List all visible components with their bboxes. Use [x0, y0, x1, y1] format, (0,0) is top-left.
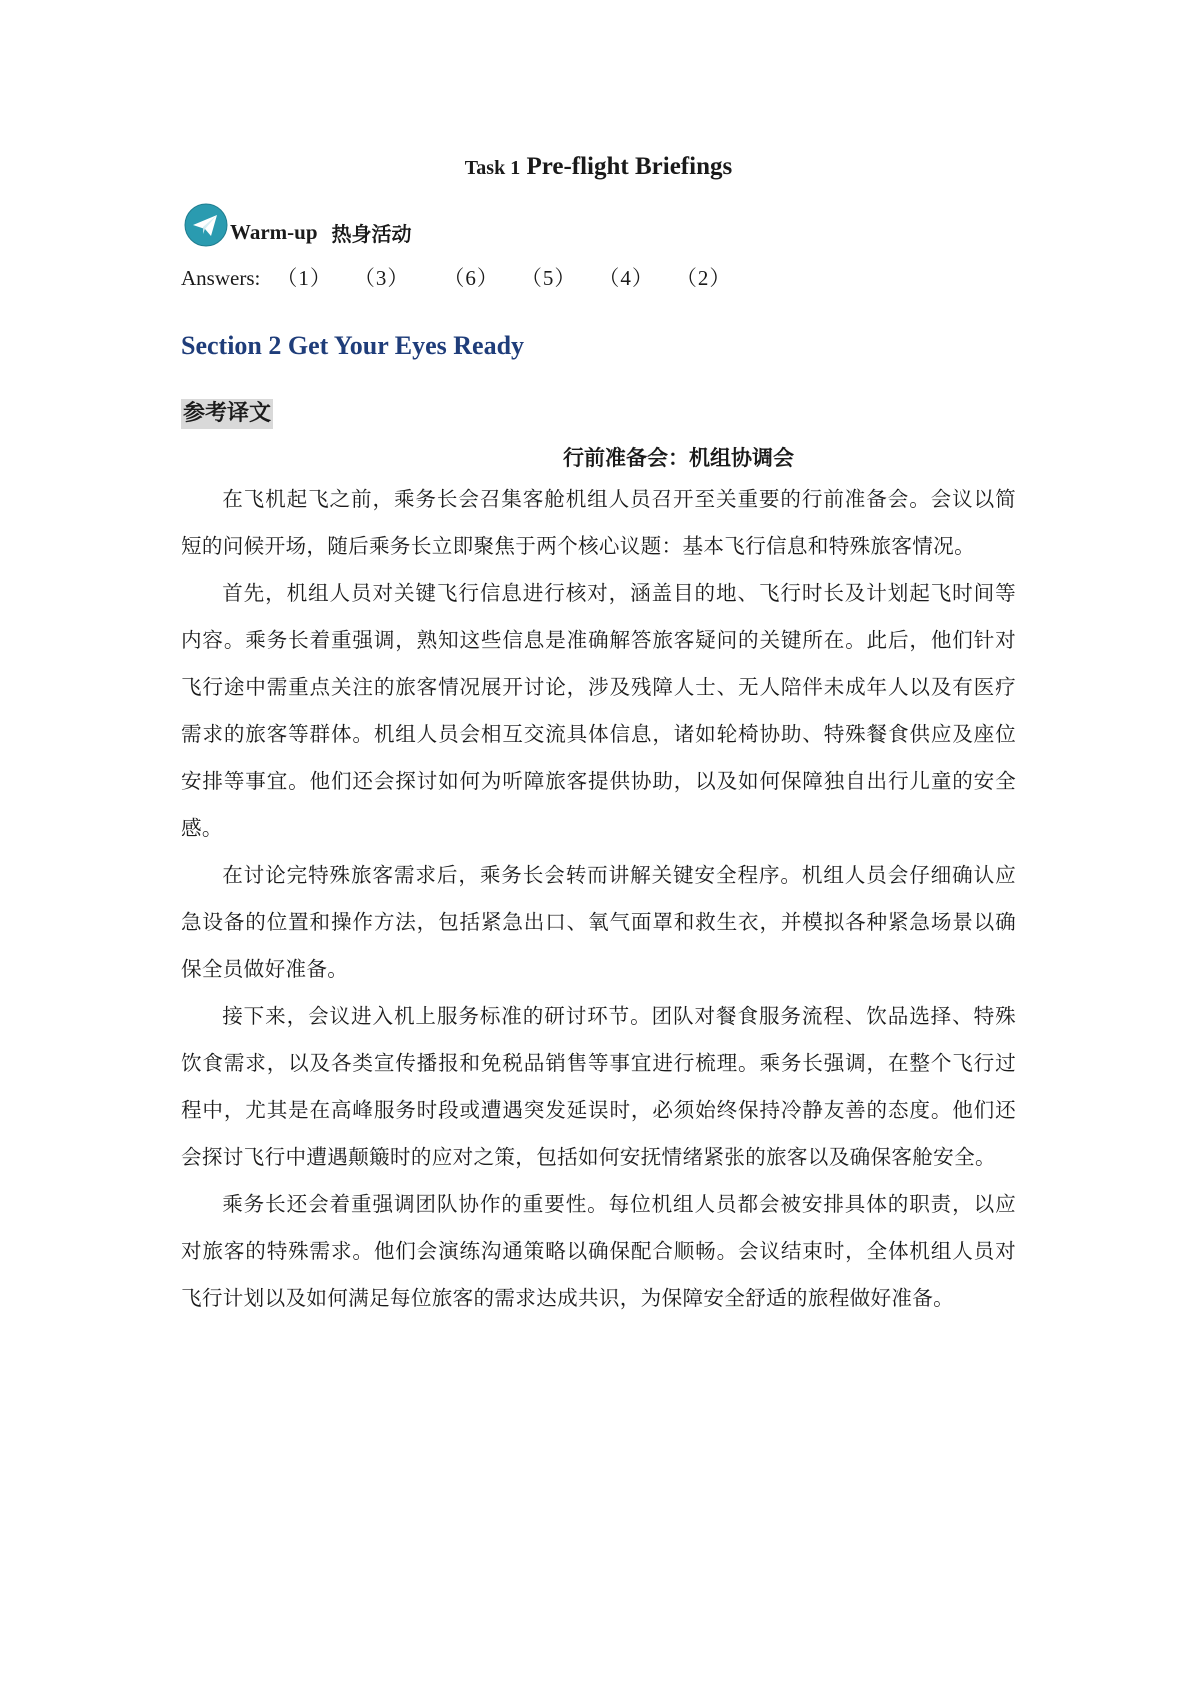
answers-label: Answers:: [181, 266, 261, 290]
article-body: [181, 476, 1016, 1322]
answers-line: [181, 263, 1016, 293]
paragraph: 乘务长还会着重强调团队协作的重要性。每位机组人员都会被安排具体的职责，以应对旅客的特殊需求。他们会演练沟通策略以确保配合顺畅。会议结束时，全体机组人员对飞行计划以及如何满足每位旅客的需求达成共识，为保障安全舒适的旅程做好准备。: [181, 1192, 1016, 1310]
warmup-heading: [184, 203, 1016, 247]
article-title: 行前准备会：机组协调会: [563, 446, 794, 470]
paragraph: 在讨论完特殊旅客需求后，乘务长会转而讲解关键安全程序。机组人员会仔细确认应急设备的位置和操作方法，包括紧急出口、氧气面罩和救生衣，并模拟各种紧急场景以确保全员做好准备。: [181, 863, 1016, 981]
task-name: Pre-flight Briefings: [526, 153, 733, 180]
answer-item: （6）: [443, 266, 499, 290]
warmup-label-cn: 热身活动: [331, 221, 412, 246]
reference-translation-label: 参考译文: [181, 399, 273, 429]
answer-item: （5）: [520, 266, 577, 290]
task-number: Task 1: [464, 157, 521, 179]
answer-item: （1）: [276, 266, 332, 290]
answer-item: （3）: [353, 266, 410, 290]
warmup-label: Warm-up: [230, 219, 318, 244]
paragraph: 首先，机组人员对关键飞行信息进行核对，涵盖目的地、飞行时长及计划起飞时间等内容。乘务长着重强调，熟知这些信息是准确解答旅客疑问的关键所在。此后，他们针对飞行途中需重点关注的旅客情况展开讨论，涉及残障人士、无人陪伴未成年人以及有医疗需求的旅客等群体。机组人员会相互交流具体信息，诸如轮椅协助、特殊餐食供应及座位安排等事宜。他们还会探讨如何为听障旅客提供协助，以及如何保障独自出行儿童的安全感。: [181, 581, 1016, 840]
section-heading: Section 2 Get Your Eyes Ready: [181, 331, 525, 360]
document-page: [181, 150, 1016, 1322]
paragraph: 在飞机起飞之前，乘务长会召集客舱机组人员召开至关重要的行前准备会。会议以简短的问候开场，随后乘务长立即聚焦于两个核心议题：基本飞行信息和特殊旅客情况。: [181, 487, 1016, 558]
paper-plane-icon: [184, 203, 228, 247]
answer-item: （2）: [675, 266, 732, 290]
task-title: [181, 150, 1016, 185]
answer-item: （4）: [598, 266, 654, 290]
paragraph: 接下来，会议进入机上服务标准的研讨环节。团队对餐食服务流程、饮品选择、特殊饮食需求，以及各类宣传播报和免税品销售等事宜进行梳理。乘务长强调，在整个飞行过程中，尤其是在高峰服务时段或遭遇突发延误时，必须始终保持冷静友善的态度。他们还会探讨飞行中遭遇颠簸时的应对之策，包括如何安抚情绪紧张的旅客以及确保客舱安全。: [181, 1004, 1016, 1169]
